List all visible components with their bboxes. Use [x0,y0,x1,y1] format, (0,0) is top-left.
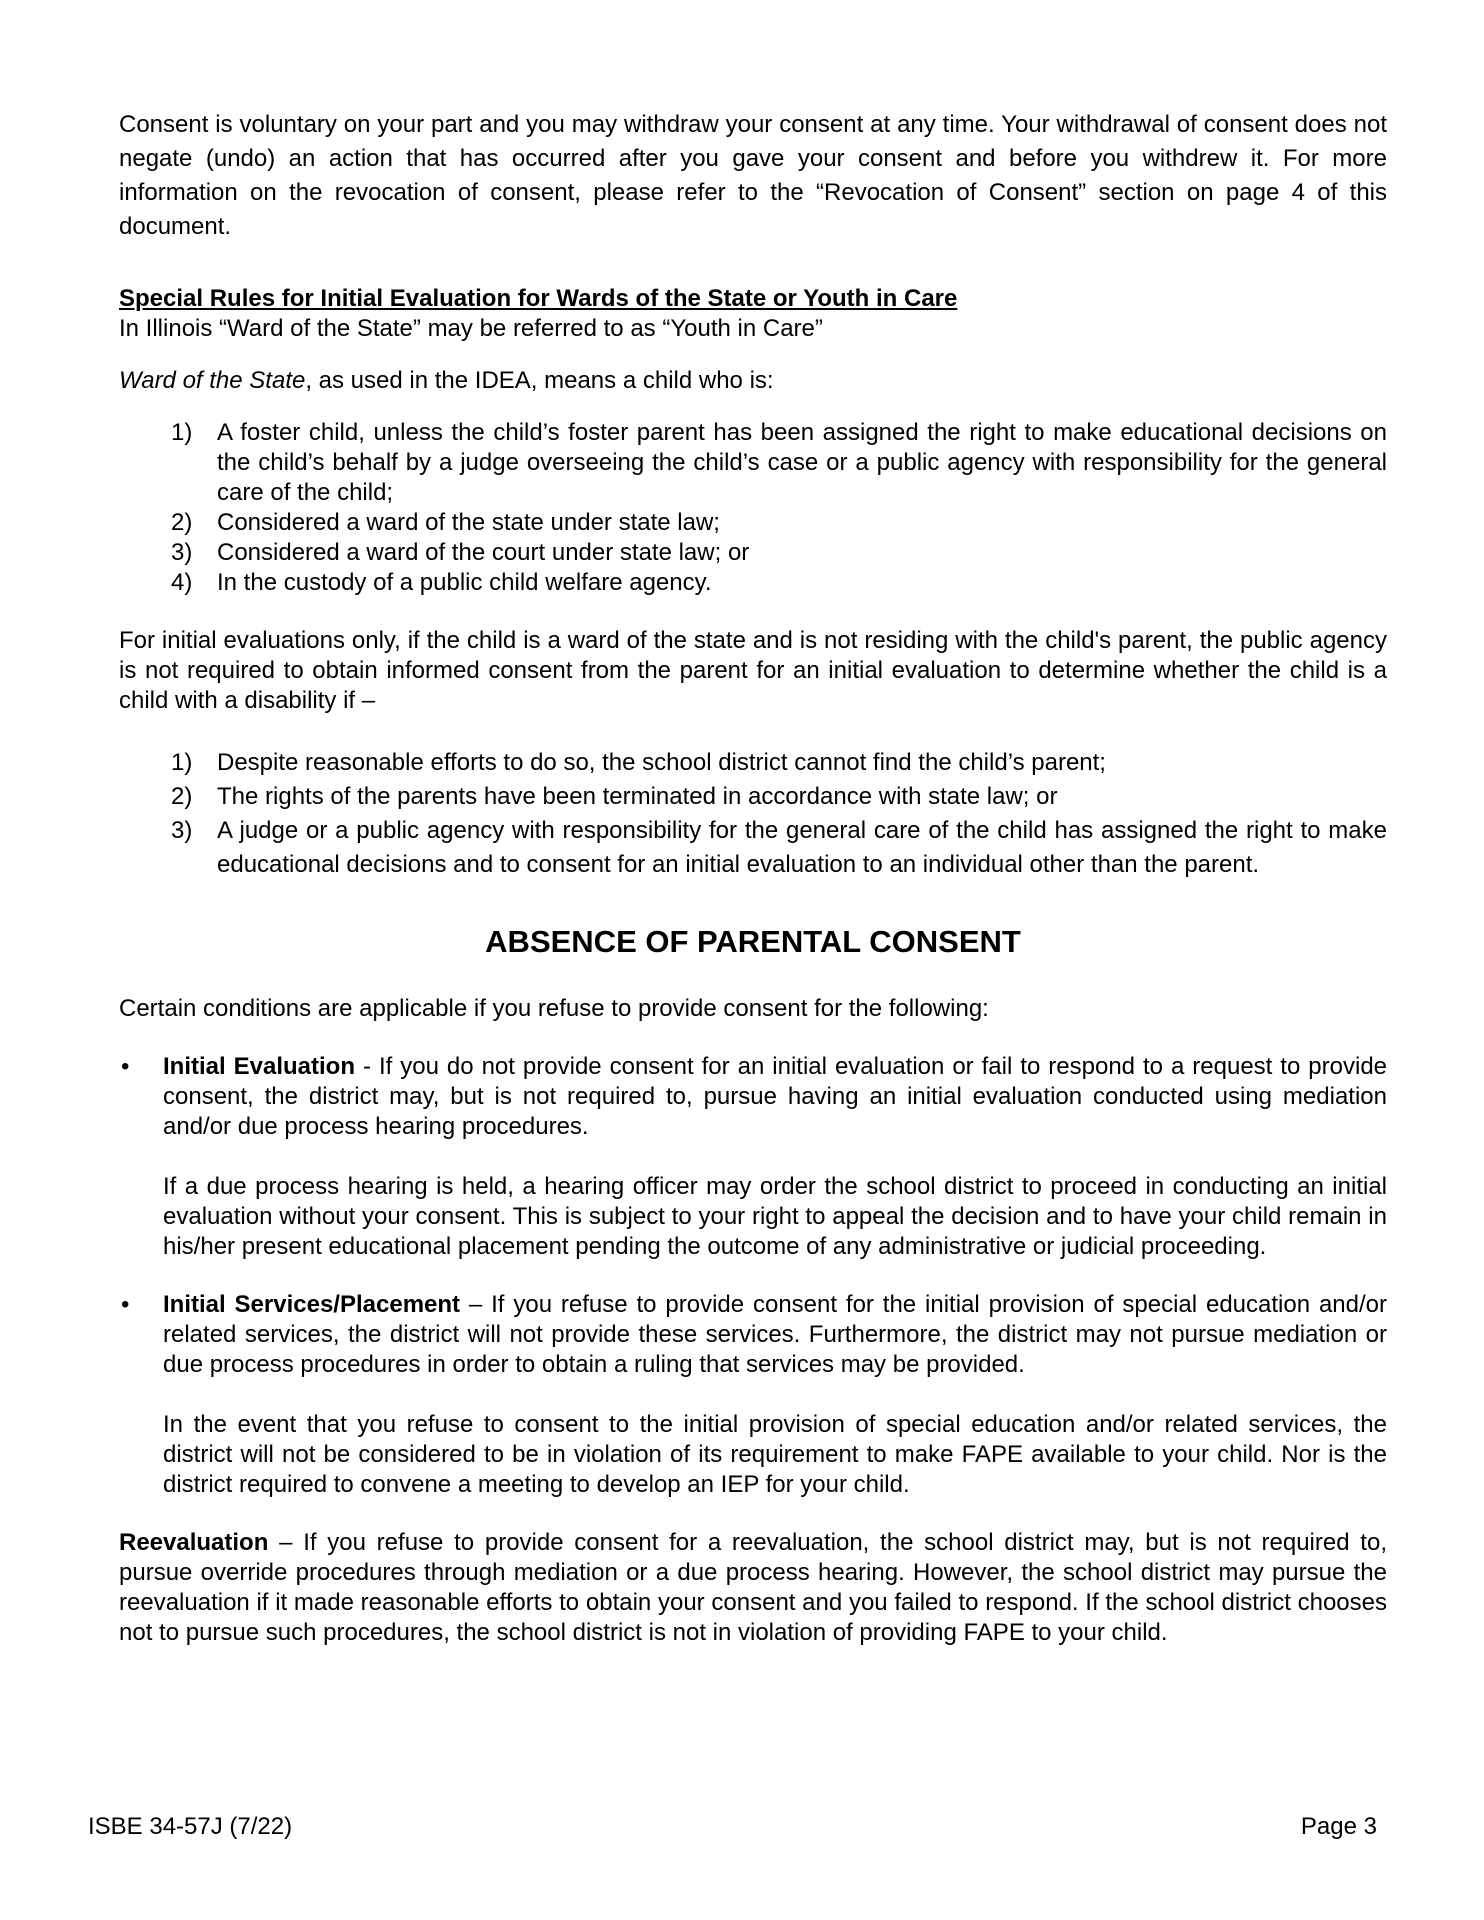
bullet-term: Initial Evaluation [163,1053,356,1080]
bullet-text [163,1290,1387,1380]
ward-criteria-list [119,418,1387,598]
absence-bullet-list [119,1052,1387,1500]
list-item [119,538,1387,568]
youth-in-care-note: In Illinois “Ward of the State” may be referred to as “Youth in Care” [119,315,823,342]
list-item-text: In the custody of a public child welfare agency. [217,569,712,596]
bullet-followup: In the event that you refuse to consent to the initial provision of special education and/or related services, the district will not be considered to be in violation of its requirement to make FAPE available to your child. Nor is the district required to convene a meeting to develop an IEP for your child. [163,1411,1387,1498]
list-item [119,780,1387,814]
reevaluation-text: – If you refuse to provide consent for a reevaluation, the school district may, but is not required to, pursue override procedures through mediation or a due process hearing. However, the school district may pursue the reevaluation if it made reasonable efforts to obtain your consent and you failed to respond. If the school district chooses not to pursue such procedures, the school district is not in violation of providing FAPE to your child. [119,1529,1387,1646]
intro-section [119,108,1387,244]
list-item [119,418,1387,508]
list-item-text: Considered a ward of the court under state law; or [217,539,750,566]
bullet-body: - If you do not provide consent for an initial evaluation or fail to respond to a request to provide consent, the district may, but is not required to, pursue having an initial evaluation conducted using mediation and/or due process hearing procedures. [163,1053,1388,1140]
initial-evaluation-paragraph: For initial evaluations only, if the child is a ward of the state and is not residing with the child's parent, the public agency is not required to obtain informed consent from the parent for an initial evaluation to determine whether the child is a child with a disability if – [119,627,1387,714]
absence-heading: ABSENCE OF PARENTAL CONSENT [485,924,1021,959]
document-page [119,108,1387,1648]
list-item [119,568,1387,598]
list-number: 1) [171,419,193,446]
list-number: 2) [171,509,193,536]
list-number: 4) [171,569,193,596]
list-item-text: Considered a ward of the state under state law; [217,509,720,536]
list-number: 1) [171,749,193,776]
reevaluation-term: Reevaluation [119,1529,269,1556]
list-item [119,746,1387,780]
ward-term: Ward of the State [119,367,306,394]
ward-definition-text: , as used in the IDEA, means a child who is: [305,367,774,394]
list-number: 3) [171,817,193,844]
list-item-text: A judge or a public agency with responsibility for the general care of the child has assigned the right to make educational decisions and to consent for an initial evaluation to an individual other than the parent. [217,817,1387,878]
consent-exception-list [119,746,1387,882]
list-item [119,814,1387,882]
list-item-text: Despite reasonable efforts to do so, the school district cannot find the child’s parent; [217,749,1106,776]
footer-form-id: ISBE 34-57J (7/22) [88,1813,293,1840]
footer-page-number: Page 3 [1300,1813,1377,1840]
bullet-item-initial-services [119,1290,1387,1500]
bullet-icon: • [121,1291,130,1318]
list-item-text: A foster child, unless the child’s foster parent has been assigned the right to make educational decisions on the child’s behalf by a judge overseeing the child’s case or a public agency with responsibility for the general care of the child; [217,419,1387,506]
bullet-item-initial-evaluation [119,1052,1387,1262]
bullet-text [163,1052,1387,1142]
absence-intro: Certain conditions are applicable if you refuse to provide consent for the following: [119,995,989,1022]
list-item-text: The rights of the parents have been terminated in accordance with state law; or [217,783,1058,810]
bullet-body: – If you refuse to provide consent for the initial provision of special education and/or related services, the district will not provide these services. Furthermore, the district may not pursue mediation or due process procedures in order to obtain a ruling that services may be provided. [163,1291,1387,1378]
list-number: 3) [171,539,193,566]
ward-definition [119,366,1387,396]
reevaluation-paragraph [119,1528,1387,1648]
intro-paragraph: Consent is voluntary on your part and you may withdraw your consent at any time. Your withdrawal of consent does not negate (undo) an action that has occurred after you gave your consent and before you withdrew it. For more information on the revocation of consent, please refer to the “Revocation of Consent” section on page 4 of this document. [119,111,1387,240]
list-number: 2) [171,783,193,810]
bullet-icon: • [121,1053,130,1080]
bullet-followup: If a due process hearing is held, a hearing officer may order the school district to proceed in conducting an initial evaluation without your consent. This is subject to your right to appeal the decision and to have your child remain in his/her present educational placement pending the outcome of any administrative or judicial proceeding. [163,1173,1387,1260]
special-rules-heading: Special Rules for Initial Evaluation for Wards of the State or Youth in Care [119,285,958,312]
bullet-term: Initial Services/Placement [163,1291,461,1318]
list-item [119,508,1387,538]
